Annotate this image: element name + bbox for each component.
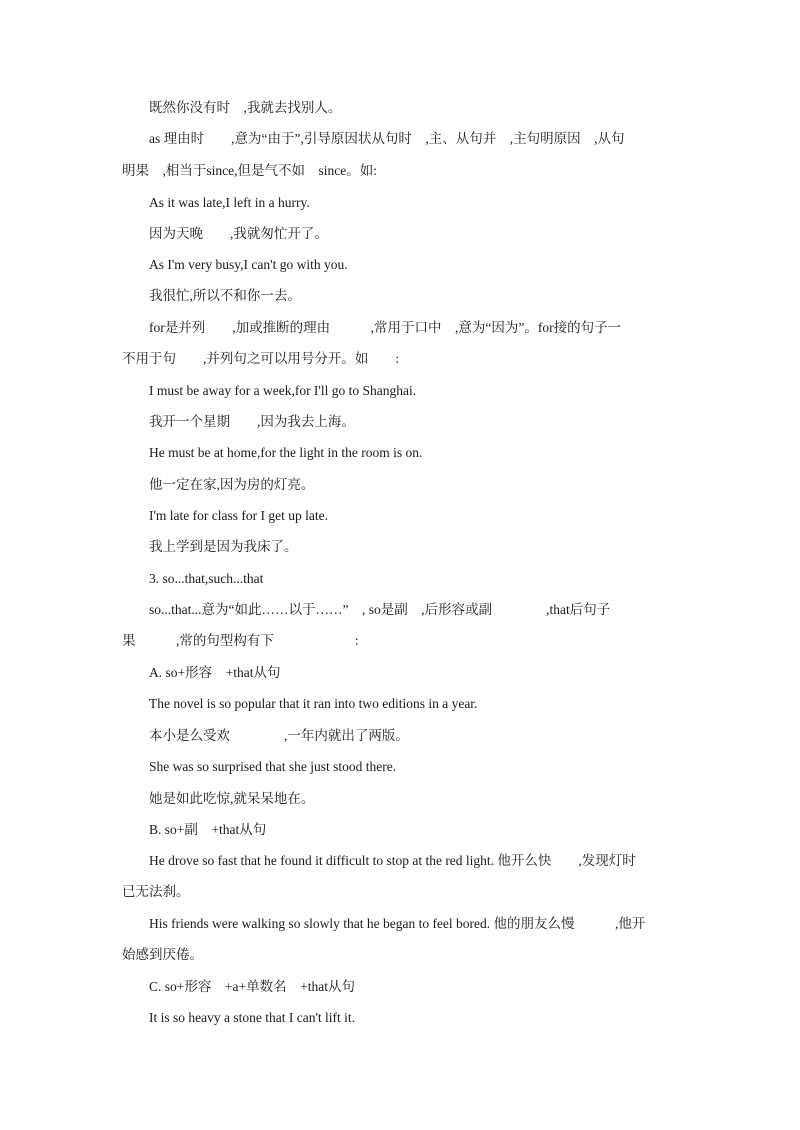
text-line: 本小是么受欢 ,一年内就出了两版。: [149, 728, 409, 743]
text-line: 她是如此吃惊,就呆呆地在。: [149, 791, 315, 806]
text-line: 已无法刹。: [122, 884, 190, 899]
text-line: 他一定在家,因为房的灯亮。: [149, 477, 315, 492]
text-line: He must be at home,for the light in the room is on.: [149, 445, 423, 460]
text-line: 因为天晚 ,我就匆忙开了。: [149, 226, 328, 241]
text-line: as 理由时 ,意为“由于”,引导原因状从句时 ,主、从句并 ,主句明原因 ,从句: [149, 131, 625, 146]
text-line: 明果 ,相当于since,但是气不如 since。如:: [122, 163, 377, 178]
text-line: 我很忙,所以不和你一去。: [149, 288, 301, 303]
text-line: 始感到厌倦。: [122, 947, 203, 962]
text-line: A. so+形容 +that从句: [149, 665, 281, 680]
text-line: It is so heavy a stone that I can't lift it.: [149, 1010, 356, 1025]
text-line: She was so surprised that she just stood there.: [149, 759, 397, 774]
text-line: 不用于句 ,并列句之可以用号分开。如 :: [122, 351, 400, 366]
text-line: As I'm very busy,I can't go with you.: [149, 257, 348, 272]
text-line: He drove so fast that he found it difficult to stop at the red light. 他开么快 ,发现灯时: [149, 853, 636, 868]
text-line: As it was late,I left in a hurry.: [149, 195, 310, 210]
text-line: 我上学到是因为我床了。: [149, 539, 298, 554]
text-line: C. so+形容 +a+单数名 +that从句: [149, 979, 355, 994]
text-line: 3. so...that,such...that: [149, 571, 264, 586]
text-line: I'm late for class for I get up late.: [149, 508, 328, 523]
text-line: His friends were walking so slowly that he began to feel bored. 他的朋友么慢 ,他开: [149, 916, 646, 931]
text-line: for是并列 ,加或推断的理由 ,常用于口中 ,意为“因为”。for接的句子一: [149, 320, 622, 335]
text-line: I must be away for a week,for I'll go to Shanghai.: [149, 383, 417, 398]
text-line: so...that...意为“如此……以于……” , so是副 ,后形容或副 ,that后句子: [149, 602, 611, 617]
text-line: B. so+副 +that从句: [149, 822, 267, 837]
text-line: 果 ,常的句型构有下 :: [122, 633, 359, 648]
text-line: 既然你没有时 ,我就去找别人。: [149, 100, 342, 115]
text-line: The novel is so popular that it ran into two editions in a year.: [149, 696, 478, 711]
text-line: 我开一个星期 ,因为我去上海。: [149, 414, 355, 429]
